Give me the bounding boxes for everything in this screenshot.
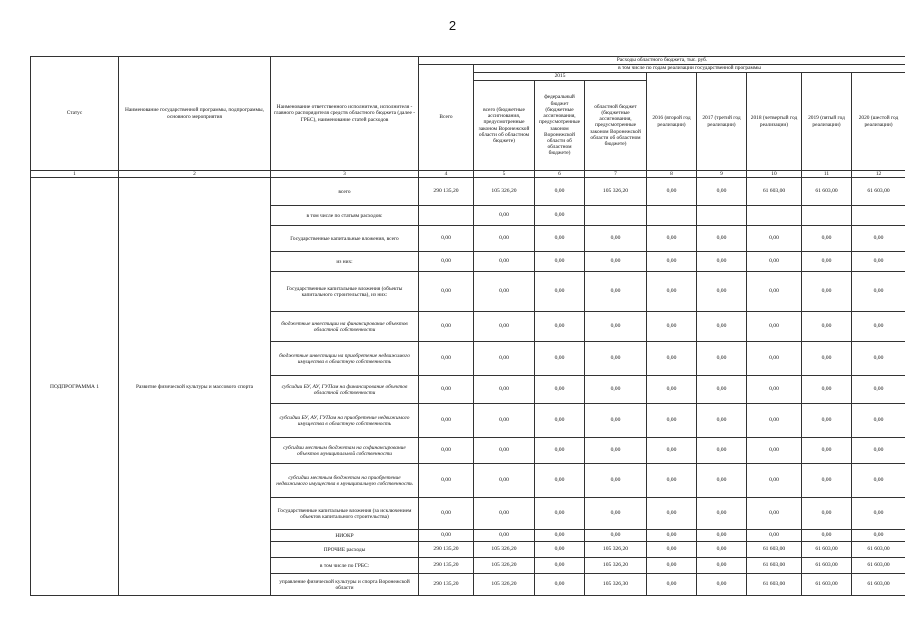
row-value: 0,00 (747, 464, 802, 498)
row-value: 0,00 (802, 272, 852, 312)
row-value: 0,00 (535, 252, 585, 272)
row-value: 0,00 (535, 206, 585, 226)
row-value (747, 206, 802, 226)
row-value: 0,00 (535, 542, 585, 558)
row-value: 0,00 (585, 342, 647, 376)
row-value: 0,00 (419, 404, 474, 438)
row-value: 0,00 (585, 272, 647, 312)
header-budget-group: Расходы областного бюджета, тыс. руб. (419, 57, 905, 65)
row-value: 0,00 (852, 226, 905, 252)
row-value: 0,00 (419, 312, 474, 342)
row-value: 0,00 (697, 312, 747, 342)
row-value: 0,00 (647, 342, 697, 376)
row-value: 0,00 (419, 438, 474, 464)
row-value: 0,00 (747, 438, 802, 464)
row-value: 290 135,20 (419, 542, 474, 558)
row-value: 0,00 (647, 574, 697, 596)
header-2015-federal: федеральный бюджет (бюджетные ассигнования, предусмотренные законом Воронежской области об областном бюджете) (535, 81, 585, 171)
row-label: Государственные капитальные вложения (за исключением объектов капитального строительства) (271, 498, 419, 530)
row-value: 0,00 (852, 438, 905, 464)
row-value: 0,00 (585, 464, 647, 498)
row-label: бюджетные инвестиции на финансирование объектов областной собственности (271, 312, 419, 342)
row-value: 0,00 (852, 376, 905, 404)
row-value: 105 326,20 (585, 178, 647, 206)
row-value: 0,00 (647, 542, 697, 558)
header-2020: 2020 (шестой год реализации) (852, 73, 905, 171)
row-value: 0,00 (697, 178, 747, 206)
row-label: НИОКР (271, 530, 419, 542)
row-value: 0,00 (697, 342, 747, 376)
row-value: 61 603,00 (852, 542, 905, 558)
table-body (31, 178, 905, 596)
row-value: 0,00 (419, 530, 474, 542)
row-value: 61 603,00 (802, 574, 852, 596)
row-label: субсидии местным бюджетам на софинансирование объектов муниципальной собственности (271, 438, 419, 464)
header-2016: 2016 (второй год реализации) (647, 73, 697, 171)
row-value: 0,00 (535, 404, 585, 438)
row-value: 0,00 (697, 498, 747, 530)
row-value: 61 603,00 (802, 558, 852, 574)
row-value: 61 603,00 (852, 574, 905, 596)
row-value: 0,00 (697, 574, 747, 596)
header-years-group: в том числе по годам реализации государственной программы (474, 65, 905, 73)
row-label: ПРОЧИЕ расходы (271, 542, 419, 558)
row-value: 0,00 (747, 498, 802, 530)
row-label: Государственные капитальные вложения (объекты капитального строительства), из них: (271, 272, 419, 312)
row-label: субсидии БУ, АУ, ГУПам на финансирование объектов областной собственности (271, 376, 419, 404)
row-value: 0,00 (802, 312, 852, 342)
row-value: 0,00 (802, 438, 852, 464)
row-value: 0,00 (585, 252, 647, 272)
column-number: 7 (585, 171, 647, 178)
header-status: Статус (31, 57, 119, 171)
row-value: 0,00 (802, 342, 852, 376)
row-value: 0,00 (697, 404, 747, 438)
row-value: 0,00 (697, 376, 747, 404)
row-value: 0,00 (474, 206, 535, 226)
row-value: 0,00 (647, 498, 697, 530)
row-value: 0,00 (535, 558, 585, 574)
row-value: 0,00 (535, 376, 585, 404)
row-value: 61 603,00 (747, 558, 802, 574)
row-value: 0,00 (585, 438, 647, 464)
row-value: 0,00 (697, 558, 747, 574)
row-value: 0,00 (474, 498, 535, 530)
row-value: 0,00 (535, 530, 585, 542)
row-value: 0,00 (852, 498, 905, 530)
column-number: 9 (697, 171, 747, 178)
column-number: 8 (647, 171, 697, 178)
row-value: 0,00 (585, 226, 647, 252)
row-value: 0,00 (647, 178, 697, 206)
row-value: 0,00 (697, 272, 747, 312)
row-value: 105 326,20 (474, 558, 535, 574)
row-value: 0,00 (802, 530, 852, 542)
row-value: 0,00 (697, 542, 747, 558)
row-value: 0,00 (747, 530, 802, 542)
row-value: 105 326,20 (474, 574, 535, 596)
row-label: в том числе по статьям расходов: (271, 206, 419, 226)
row-value: 0,00 (802, 498, 852, 530)
row-value: 0,00 (802, 226, 852, 252)
row-value: 0,00 (474, 438, 535, 464)
column-number: 5 (474, 171, 535, 178)
row-value: 0,00 (474, 312, 535, 342)
row-value: 0,00 (647, 226, 697, 252)
row-value: 0,00 (802, 464, 852, 498)
row-value: 0,00 (419, 342, 474, 376)
row-value: 290 135,20 (419, 558, 474, 574)
row-value: 61 603,00 (802, 178, 852, 206)
row-value: 0,00 (852, 464, 905, 498)
row-label: из них: (271, 252, 419, 272)
row-value: 0,00 (474, 272, 535, 312)
row-value: 0,00 (585, 404, 647, 438)
row-label: бюджетные инвестиции на приобретение недвижимого имущества в областную собственность (271, 342, 419, 376)
row-value: 0,00 (852, 252, 905, 272)
column-number: 4 (419, 171, 474, 178)
header-2018: 2018 (четвертый год реализации) (747, 73, 802, 171)
row-value: 0,00 (697, 530, 747, 542)
row-value: 0,00 (647, 312, 697, 342)
row-value: 0,00 (647, 404, 697, 438)
row-value: 0,00 (802, 376, 852, 404)
row-value: 0,00 (585, 376, 647, 404)
row-value: 0,00 (419, 272, 474, 312)
row-value: 0,00 (747, 404, 802, 438)
row-value: 0,00 (419, 252, 474, 272)
row-value: 105 326,30 (585, 574, 647, 596)
row-value: 0,00 (474, 464, 535, 498)
row-value: 105 326,20 (474, 178, 535, 206)
row-value: 0,00 (535, 464, 585, 498)
row-value: 61 603,00 (802, 542, 852, 558)
table-row (31, 178, 905, 206)
column-number: 12 (852, 171, 905, 178)
page-number: 2 (448, 18, 457, 33)
row-value: 0,00 (747, 376, 802, 404)
row-value: 0,00 (535, 178, 585, 206)
row-value: 0,00 (535, 342, 585, 376)
row-label: субсидии БУ, АУ, ГУПам на приобретение недвижимого имущества в областную собственность (271, 404, 419, 438)
header-2019: 2019 (пятый год реализации) (802, 73, 852, 171)
column-number: 6 (535, 171, 585, 178)
header-2015-regional: областной бюджет (бюджетные ассигнования, предусмотренные законом Воронежской области об областном бюджете) (585, 81, 647, 171)
row-value: 0,00 (535, 226, 585, 252)
row-value: 0,00 (747, 226, 802, 252)
row-value: 0,00 (535, 574, 585, 596)
row-value: 0,00 (585, 312, 647, 342)
row-value: 0,00 (419, 226, 474, 252)
column-number: 2 (119, 171, 271, 178)
column-number-row (31, 171, 905, 178)
row-value: 0,00 (647, 558, 697, 574)
row-label: в том числе по ГРБС: (271, 558, 419, 574)
row-value (419, 206, 474, 226)
row-value: 0,00 (474, 530, 535, 542)
row-value: 0,00 (474, 376, 535, 404)
column-number: 3 (271, 171, 419, 178)
row-label: Государственные капитальные вложения, всего (271, 226, 419, 252)
row-value (852, 206, 905, 226)
row-value: 0,00 (747, 312, 802, 342)
row-value: 61 603,00 (747, 178, 802, 206)
row-value: 0,00 (585, 498, 647, 530)
row-value: 0,00 (535, 498, 585, 530)
column-number: 1 (31, 171, 119, 178)
row-value: 0,00 (647, 252, 697, 272)
row-value: 105 326,20 (585, 558, 647, 574)
header-2017: 2017 (третий год реализации) (697, 73, 747, 171)
row-label: всего (271, 178, 419, 206)
header-executor: Наименование ответственного исполнителя, исполнителя - главного распорядителя средств областного бюджета (далее - ГРБС), наименование статей расходов (271, 57, 419, 171)
row-value: 105 326,20 (474, 542, 535, 558)
row-status: ПОДПРОГРАММА 1 (31, 178, 119, 596)
column-number: 10 (747, 171, 802, 178)
row-value (647, 206, 697, 226)
row-value: 0,00 (802, 252, 852, 272)
row-value: 0,00 (852, 342, 905, 376)
row-value: 61 603,00 (852, 558, 905, 574)
row-program-name: Развитие физической культуры и массового спорта (119, 178, 271, 596)
row-value: 0,00 (802, 404, 852, 438)
row-value: 0,00 (585, 530, 647, 542)
row-value: 61 603,00 (747, 542, 802, 558)
row-value: 0,00 (474, 252, 535, 272)
row-value: 0,00 (852, 272, 905, 312)
row-value: 0,00 (535, 438, 585, 464)
header-2015-total: всего (бюджетные ассигнования, предусмотренные законом Воронежской области об областном бюджете) (474, 81, 535, 171)
row-value: 61 603,00 (747, 574, 802, 596)
header-year-2015: 2015 (474, 73, 647, 81)
row-value: 0,00 (535, 312, 585, 342)
row-value: 0,00 (747, 342, 802, 376)
row-value: 0,00 (697, 438, 747, 464)
row-value: 0,00 (747, 272, 802, 312)
row-label: субсидии местным бюджетам на приобретение недвижимого имущества в муниципальную собственность (271, 464, 419, 498)
row-value (697, 206, 747, 226)
row-value: 61 603,00 (852, 178, 905, 206)
row-value: 0,00 (697, 226, 747, 252)
row-value: 0,00 (647, 530, 697, 542)
row-value: 0,00 (474, 342, 535, 376)
row-value: 0,00 (474, 404, 535, 438)
row-value: 0,00 (419, 498, 474, 530)
row-value: 0,00 (474, 226, 535, 252)
row-value: 0,00 (747, 252, 802, 272)
row-value (585, 206, 647, 226)
row-value: 0,00 (419, 464, 474, 498)
header-program: Наименование государственной программы, подпрограммы, основного мероприятия (119, 57, 271, 171)
row-value: 290 135,20 (419, 574, 474, 596)
row-value: 105 326,20 (585, 542, 647, 558)
row-value: 0,00 (419, 376, 474, 404)
row-value: 0,00 (647, 272, 697, 312)
row-value: 0,00 (697, 464, 747, 498)
row-value: 0,00 (852, 404, 905, 438)
budget-table (30, 56, 905, 596)
row-value: 0,00 (647, 376, 697, 404)
column-number: 11 (802, 171, 852, 178)
row-value: 0,00 (647, 438, 697, 464)
row-value: 0,00 (697, 252, 747, 272)
row-value (802, 206, 852, 226)
row-label: управление физической культуры и спорта Воронежской области (271, 574, 419, 596)
row-value: 290 135,20 (419, 178, 474, 206)
row-value: 0,00 (647, 464, 697, 498)
header-total: Всего (419, 65, 474, 171)
row-value: 0,00 (852, 530, 905, 542)
row-value: 0,00 (852, 312, 905, 342)
row-value: 0,00 (535, 272, 585, 312)
